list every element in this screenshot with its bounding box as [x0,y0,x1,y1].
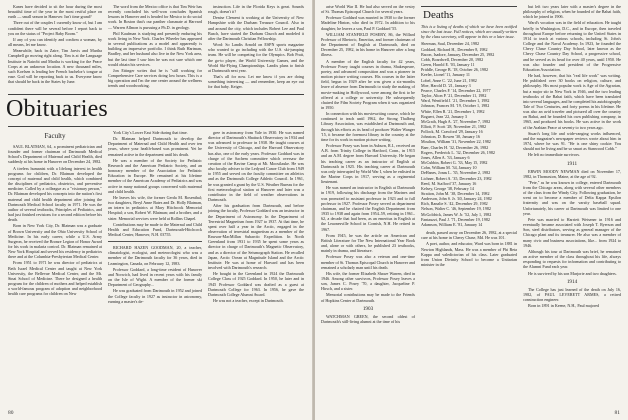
list-item: Anderson, John S. Jr. '40, January 24, 1982 [421,196,492,202]
paragraph: Contributions may be made to the Maternal and Child Health and Education Fund, Dartmouth-Hitchcock Medical Center, Hanover, N.H. 03755. [108,221,202,237]
deaths-rule-top [421,6,517,7]
right-col1 [321,4,415,410]
paragraph: From 1945, he was the article on American and British Literature for The New International Year Book and, alone or with others, he published 23 textbooks, mainly in drama, and literature. [321,232,415,254]
list-item: McGoldrick, James W. Jr. '52, July 1, 1982 [421,211,492,217]
paragraph: He was not a teacher, except in Dartmouth. [213,298,284,303]
paragraph: He leaves his wife, the former Gerda M. Rosenthal; two daughters, Beryl Anne Bates and Dr. Holly Blatman, an intern in pediatrics at Mary Hitchcock Memorial Hospital; a son, Robert W. Blatman; and a brother, and a sister. Memorial services were held at Rollins Chapel. [108,194,202,221]
paragraph: Professor Goddard, a long-time resident of Hanover and Norwich, had lived in recent years with his family on the Isle of Wight. A member of the former ski Department of Geography... [108,266,202,288]
paragraph: Stuart's long life and wide-ranging works influenced, and the magazine's newspaper reviews wrote about him in 1974, where he was 91. "He is one shiny cookie: You should not be living and be so smart as Stanwood Cobb." [523,130,621,152]
list-item: Johnston, D. Rowen '30, January 16 [421,134,480,140]
class-heading-1903: 1903 [362,305,374,312]
list-item: Johnson, Frances M. '19, October 1, 1982 [421,103,490,109]
paragraph: He left no immediate survivors. [528,152,580,158]
paragraph: From 1951 to 1971 he was director of pediatrics at Beth Israel Medical Center and taught at New York University, the Bellevue Medical Center, and the Mt. Sinai School of Medicine. There he designed a health program for the children of mothers and helped establish a world-famous program of adoption and neighborhood health care programs for children on New [8,260,102,297]
paragraph: Phil Kaufman is studying and presently enduring his work living in New York. Charles Wheeler has appeared in several publications as a model and apparently is building an impressive portfolio. I think Ruth Hartman, Bradley, and her husband also live in the New York area, but the last time I saw him he was not sure which one would obtain his services. [108,30,202,67]
list-item: Fantauzzi, Paul J. '71, December 19, 1982 [421,216,490,222]
paragraph: Denise Clement is working at the University of New Hampshire with the Durham Treasure Council. Also in and around the city, which includes Robert Lee and Paul Busch, have started the Durham Church and modeled it after the Dartmouth Christian Fellowship. [208,15,304,41]
left-col1-faculty [8,130,102,410]
faculty-heading: Faculty [44,132,66,140]
list-item: Adamson, William E. '81, January 14 [421,221,483,227]
paragraph: Born in New York City, Dr. Blatman was a graduate of Brown University and the Ohio University School of Medicine. In his early career, while a U.S. Army Surgeon, he received the Bronze Legion of Honor Award for his work in malaria control. Dr. Blatman remained at New York Hospital and served his residency in pediatrics there and at the Columbia-Presbyterian Medical Center. [8,223,102,260]
list-item: Sherman, Saul, December 24, 1982 [421,41,480,47]
list-item: Pollock, M. Crawford '29, January 16 [421,129,483,135]
paragraph: arise World War II. He had also served on the vestry of St. Thomas Episcopal Church for several years. [321,4,415,15]
list-item: Rich, Ranalie S. '42, December 29, 1982 [421,201,488,207]
list-item: Lobel, Anne C. '22, June 21, 1982 [421,77,477,83]
paragraph: Kanes have decided to sit the hour during the most beautiful time of the year in the most restful place on earth — small season in Hanover. Isn't time grand? [8,4,102,20]
list-item: McCubbin, Robert G. '33, May 15, 1982 [421,160,488,166]
list-item: Reed, M. Stafford '37, January 16 [421,180,477,186]
paragraph: SAUL BLATMAN, 64, a prominent pediatrician and founder and former chairman of Dartmouth Medical School's Department of Maternal and Child Health, died suddenly at his home in Hanover on December 24, 1982. [8,144,102,165]
paragraph: gree in astronomy from Yale in 1930. He was named director of Dartmouth's Shattuck Observatory in 1934 and was advanced to professor in 1938. He taught courses at the University of Chicago, and the Harvard Observatory has also, one of the early years. Professor Goddard was in charge of the Sachem committee which oversaw the creation of the Ravine Camp at Mt. Moosilauke. He was also faculty adviser to the Ledyard Canoe Club from 1949 to 1955 and served on the faculty committee on athletics and as the Dartmouth College Athletic Council. In 1961, he was granted a grant by the U.S. Weather Bureau for the first meteorological station at Hanover and later was a contributor in the field of weather observations in Dartmouth. [208,130,304,203]
entry-divider [108,241,202,242]
paragraph: Although his tour at Dartmouth was brief, he remained an active member of the class throughout his life, always responding to requests for information and contributing to the Alumni Fund each year. [523,248,621,270]
list-item: Rogers, Frederick L. '32, December 26, 1982 [421,149,495,155]
deaths-list [421,41,517,227]
list-item: Moe, Harold D. '21, January 3 [421,82,471,88]
right-page [315,0,628,420]
list-item: White, Ellen R. '21, December 1, 1982 [421,108,485,114]
paragraph: The word from the Mexico office is that Tim Weir has recently concluded his well-won concludes Spanish lessons in Hanover and is headed for Mexico to do social work. In Boston that's our panther classmate at Harvard — Warren Allmon is pursuing a Ph.D. in geology. [108,4,202,30]
list-item: Green, Harold E. '03, January 11 [421,62,475,68]
paragraph: Born in 1891 in Keene, N.H., Paul majored [528,303,600,309]
list-item: Keeler, Lionel '11, January 11 [421,72,470,78]
paragraph: A tireless humanist with a lifelong interest in health programs for children, Dr. Blatman developed the concept of maternal and child health, which combined the disciplines of pediatrics, obstetrics, and preventive medicine. Called by a colleague as a "visionary person," Dr. Blatman developed his concepts into the nation's first maternal and child health department after joining the Dartmouth Medical School faculty in 1971. He was the author of several textbooks, Principles of Pediatrics, and had just finished revisions for a second edition before his death. [8,165,102,223]
paragraph: Professor Posey was also a veteran and one-time member of St. Thomas Episcopal Church in Hanover and remained a scholarly man until his death. [321,254,415,270]
list-item: Bacon, Isadore, January, December 25, 1982 [421,51,495,57]
paragraph: WATCHMAN GREEN, the second oldest of Dartmouth's still-living alumni at the time of his [321,313,415,324]
list-item: Taylor, Alton P. '21, December 11, 1982 [421,93,487,99]
left-col2-top [108,4,202,92]
paragraph: Dr. Blatman helped Dartmouth to develop the Department of Maternal and Child Health and over ten years, where your health-based was prominent. Yet he remained active in the department until his death. [108,136,202,157]
paragraph: His wife, the former Elizabeth Shawe Warren, died in 1946. Among other survivors, Professor Posey leaves a son, James C. Posey '70, a daughter, Jacqueline P. Hirsch, and a sister. [321,270,415,292]
obituaries-title: Obituaries [6,96,108,122]
list-item: Pearce, Charles F. '14, December 22, 1977 [421,87,491,93]
class-heading-1914: 1914 [566,278,578,285]
page-number-right: 81 [614,410,620,416]
list-item: Nelson, Walter C. '46, September 19, 1982 [421,206,491,212]
list-item: Cobb, Boardwell, December 20, 1982 [421,56,484,62]
paragraph: "Pete," as he was known in college, entered Dartmouth from the Chicago areas, along with several other members of the class from the Windy City. Following graduation, he went on to become a member of Delta Kappa Epsilon fraternity and was on the varsity baseball squad. Unfortunately, his career at Dartmouth was limited to one year. [523,179,621,216]
list-item: Cohn, William M. '34, January 10 [421,165,477,171]
paragraph: Memorial contributions may be made to the Friends of Hopkins Center at Dartmouth. [321,292,415,303]
list-item: Ward, Wentfield J. '21, December 1, 1982 [421,98,490,104]
paragraph: He was graduated from Dartmouth in 1952 and joined the College faculty in 1927 as instructor in astronomy, earning a master's de- [108,288,202,304]
right-col3 [523,4,621,410]
left-page [0,0,313,420]
paragraph: death, passed away on December 26, 1982, at a special care at his home in Cherry Chase, Md. He was 101. [421,230,517,241]
paragraph: Pete was married to Harriett Weisener in 1916 and eventually became associated with Joseph T. Ryerson and Son, steel distributors, serving as general manager of the Chicago plant and its treasurer. He also was a member of many civic and business associations, like... from 1924 to 1946. [523,216,621,248]
paragraph: Meanwhile, back in Zaire, Tim Jarvis and Martha Campbell go moving right along. Tim is at the Language Institute in Nairobi and Martha is working for the Peace Corps at an unknown location. A new thousand miles, such Koelsen is leading her French bachelor's tongue at ease. God will be reporting back to us. Everyone know that should be back in the States by June. [8,48,102,85]
list-item: Jones, Allen A. '33, January 6 [421,154,470,160]
paragraph: A poet, author, and educator, Ward was born in 1881 in Newton Highlands, Mass. He was a member of Phi Beta Kappa and valedictorian of his class. Later graduated from Union Divinity School to become a Unitarian minister in the [421,241,517,268]
paragraph: He bought in the Greenland in 1924 the Dartmouth College Class of 1925 Goddard. In 1950, he later and in 1945 Professor Goddard was drafted as a guest at Dartmouth College for 1963. In 1956, he gave the Dartmouth College Alumni Award. [208,271,304,297]
paragraph: He is survived by his son Marjorie and two daughters. [528,270,617,276]
paragraph: Professor Goddard was married in 1930 to the former Madeline Hinton, who died in 1972. In addition to his daughter, he leaves a son, Paul P. Goddard '55. [321,15,415,31]
list-item: Stratton, John M. '38, December 14, 1982 [421,191,490,196]
paragraph: If any of you can identify and confirm a woman, by all means, let me know. [8,36,102,48]
paragraph: WILLIAM STANFIELD POSEBY, 86, the Willard Professor of Rhetoric, Emeritus, and former chairman of the Department of English at Dartmouth, died on December 25, 1982, in his home in Hanover after a long illness. [321,31,415,58]
paragraph: Jon Ettinger writes that he is "still working for Comprehensive Care services doing low hours. This is a big operation and I'm the one center around the wellness trends and woodworking. [108,67,202,89]
paragraph: instruction. Life in the Florida Keys is great. Sounds rough, doesn't it? [208,4,304,15]
list-item: Kelsey, George '38, February 14 [421,185,474,191]
paragraph: That's all for now. Let me know if you are doing something interesting — and remember, keep an eye out for that baby. Keiger. [208,74,304,90]
list-item: McGrath, Hugh A. '27, November 7, 1982 [421,118,491,124]
list-item: Moulton, William '31, November 22, 1982 [421,139,491,145]
list-item: Goddard, Richard H., December 8, 1982 [421,46,488,52]
paragraph: He had, however, that his "real life work" was writing. He published over 30 books on religion, culture, and philosophy. His most popular work is Age of the Agrarian, but a major stir in New York in 1946, and the two leading textbooks of the Bahai faith, which have been translated into several languages, and he completed his autobiography Tale of Two Centuries, and forty poems in his lifetime. He was also an avid traveler and pictured all over the country on Bahai, and he founded his own publishing company, in 1965, and produced his books. He was active in the work of the Arabian Peace at seventy to two years ago. [523,73,621,130]
list-item: Elliott, P. Scott '28, November 21, 1982 [421,123,487,129]
paragraph: Professor Posey was born in Auburn, R.I., received an A.B. from Trinity College in Hartford, Conn., in 1915 and an A.M. degree from Harvard University. He began his teaching career as an instructor of English at Dartmouth in 1925. His teaching career at Dartmouth was only interrupted by World War I, when he enlisted in the Marine Corps in 1917, serving as a regimental lieutenant. [321,143,415,185]
obituaries-rule-bottom [8,126,304,127]
class-heading-1911: 1911 [566,160,578,167]
list-item: Baer, Charles H. '32, December 26, 1982 [421,144,489,150]
list-item: Priddle, George B. '18, October 26, 1982 [421,67,489,73]
deaths-intro: This is a listing of deaths of which we have been notified since the last issue. Full notices, which are usually written by the class secretary, will appear in this or a later issue. [421,24,517,40]
paragraph: Ward's vocation was in the field of education. He taught briefly in Washington, D.C., and in Europe, then traveled throughout Europe before returning to the United States in 1914 to teach at various schools, including St. John's College and the Naval Academy. In 1923, he founded the Chevy Chase Country Day School, later known as the Chevy Chase Country Day School, a progressive school, and he served as its head for over 40 years, until 1950. He was also founder and president of the Progressive Education Association. [523,20,621,72]
paragraph: York City's Lower East Side during that time. [113,130,188,135]
left-col2-faculty [108,130,202,410]
list-item: Bogaert, Jean '22, January 3 [421,113,467,119]
paragraph: A member of the English faculty for 42 years, Professor Posey taught courses in drama, Shakespeare, poetry, and advanced composition and was a pioneer in motion picture writing courses. His courses in the latter field, begun in 1929 after he was given a six-months leave of absence from Dartmouth to study the making of movie-making in Hollywood, were among the first to be offered at a college or university. He subsequently chaired the Film Society Program when it was organized in 1950. [321,58,415,110]
right-col2 [421,24,517,410]
left-col3-faculty [208,130,304,410]
left-col3-top [208,4,304,92]
left-col1-top [8,4,102,92]
paragraph: Word: So Landis Arnold on ESPN sports magazine who wanted to go including with the U.S. ski-jumping team. He will be competing for the Olympics. Bob Pratt, the go-to player, the World University Games, and the World Ski-Flying Championships. Landis plans to finish at Dartmouth next year. [208,42,304,73]
paragraph: He was named an instructor in English at Dartmouth in 1919, following his discharge from the Marines and was promoted to assistant professor in 1923 and to full professor in 1927. Professor Posey served as department chairman, and he chaired the English Department from 1935 to 1938 and again from 1954–59, retiring in 1961–62, a decade that had been, as an emeritus in English at the Leaonesville School in Cornish, N.H. He retired in 1967. [321,185,415,232]
paragraph: The College has just learned of the death on July 16, 1982, of PAUL LEVERETT ARMES, a retired construction engineer. [523,286,621,302]
paragraph: RICHARD HAZEN GOODMAN, 20, a teacher, climatologist, ecologist, and meteorologist who was a member of the Dartmouth faculty for 36 years, died in Leamington, Canada, on February 12, 1983. [108,245,202,266]
paragraph: He was a member of the Society for Pediatric Research and the American Pediatric Society, and an honorary member of the Association for Pediatric Education in Europe. He remained at his lifetime member of the American Academy of Pediatrics and was active in many national groups concerned with maternal and child health. [108,157,202,194]
paragraph: After his graduation from Dartmouth, and before joining the faculty, Professor Goddard was an instructor in the Department of Astronomy. In the Department of Terrestrial Magnetism from 1927 to 1937. At that time, he spent over half a year in the Arctic, engaged in the observation of terrestrial magnetism as a member of the Rawson-MacMillan Subarctic Expedition. In North Greenland from 1931 to 1935 he spent some years as director in charge of Dartmouth's Magnetic Observatory, and as a director of the Seismograph Station. He recalled Japan, Arctic Ocean at Magnitude Island and the Arctic Institute. He was at home of Harvard and has been involved with Dartmouth's research. [208,203,304,271]
list-item: Lichner, Robert A. '35, December 23, 1982 [421,175,492,181]
list-item: DeHanes, Jonas L. '35, November 2, 1982 [421,170,491,176]
paragraph: Three out of the couples I currently know of, but I am confident there will be several before I report back to you on the status of "Project Baby Boom." [8,20,102,36]
paragraph: In connection with his moviewriting course, which he continued to teach until 1962, the Strong Thalberg Library Association, was established at Dartmouth and, through his efforts as its head of producer Walter Wanger '15, it became the foremost library in the country at the time for its work in motion picture writing. [321,111,415,142]
page-number-left: 80 [8,410,14,416]
paragraph: ERWIN MOODY NEWMAN died on November 17, 1982, in Thomaston, Maine, at the age of 92. [523,168,621,179]
paragraph: but left two years later with a master's degree in the philosophy of religion, when he founded of the Bahai faith, which he joined in 1906. [523,4,621,20]
deaths-title: Deaths [423,9,454,21]
obituaries-rule [8,94,304,95]
